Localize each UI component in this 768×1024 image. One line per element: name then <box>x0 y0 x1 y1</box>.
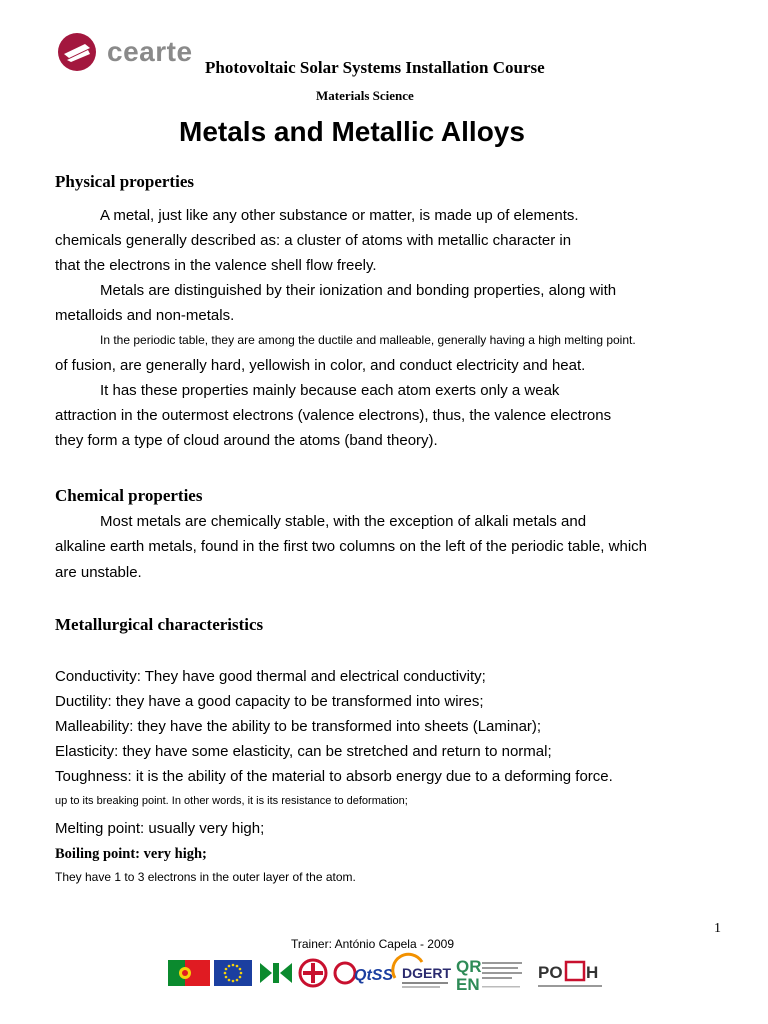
paragraph-line: chemicals generally described as: a cluster of atoms with metallic character in <box>55 232 572 249</box>
list-item: Malleability: they have the ability to be transformed into sheets (Laminar); <box>55 718 542 735</box>
green-emblem-logo-icon <box>258 959 294 992</box>
red-cross-emblem-icon <box>298 958 328 993</box>
course-title: Photovoltaic Solar Systems Installation Course <box>205 58 545 77</box>
paragraph-line: A metal, just like any other substance or matter, is made up of elements. <box>100 207 579 224</box>
subject-title: Materials Science <box>316 88 414 103</box>
paragraph-line: they form a type of cloud around the atoms (band theory). <box>55 432 438 449</box>
svg-text:EN: EN <box>456 975 480 994</box>
list-item: Toughness: it is the ability of the material to absorb energy due to a deforming force. <box>55 768 613 785</box>
section-heading-chemical: Chemical properties <box>55 486 203 505</box>
paragraph-line: metalloids and non-metals. <box>55 307 235 324</box>
page-number: 1 <box>714 921 721 936</box>
section-heading-physical: Physical properties <box>55 172 194 191</box>
qtss-logo <box>334 958 394 993</box>
list-item: up to its breaking point. In other words, it is its resistance to deformation; <box>55 795 408 807</box>
cearte-logo-mark-icon <box>57 32 97 72</box>
paragraph-line: Metals are distinguished by their ionization and bonding properties, along with <box>100 282 617 299</box>
paragraph-line: In the periodic table, they are among the ductile and malleable, generally having a high melting point. <box>100 333 636 347</box>
paragraph-line: attraction in the outermost electrons (valence electrons), thus, the valence electrons <box>55 407 612 424</box>
list-item: Melting point: usually very high; <box>55 820 265 837</box>
list-item: Boiling point: very high; <box>55 846 207 862</box>
list-item: Ductility: they have a good capacity to be transformed into wires; <box>55 693 484 710</box>
qtss-logo-text: QtSS <box>354 967 394 984</box>
portugal-flag-icon <box>168 960 210 991</box>
eu-flag-icon <box>214 960 252 991</box>
qren-logo <box>456 956 524 997</box>
dgert-logo-text: DGERT <box>402 965 451 981</box>
svg-text:PO: PO <box>538 963 563 982</box>
paragraph-line: Most metals are chemically stable, with the exception of alkali metals and <box>100 513 587 530</box>
footer-trainer: Trainer: António Capela - 2009 <box>291 937 454 951</box>
paragraph-line: that the electrons in the valence shell flow freely. <box>55 257 377 274</box>
page-title: Metals and Metallic Alloys <box>179 116 525 147</box>
dgert-logo <box>392 958 454 997</box>
svg-text:QR: QR <box>456 957 482 976</box>
section-heading-metallurgical: Metallurgical characteristics <box>55 615 264 634</box>
cearte-logo-text: cearte <box>107 36 193 67</box>
poph-logo <box>536 958 606 997</box>
list-item: They have 1 to 3 electrons in the outer layer of the atom. <box>55 870 356 884</box>
paragraph-line: of fusion, are generally hard, yellowish in color, and conduct electricity and heat. <box>55 357 586 374</box>
paragraph-line: alkaline earth metals, found in the first two columns on the left of the periodic table, which <box>55 538 647 555</box>
list-item: Conductivity: They have good thermal and electrical conductivity; <box>55 668 486 685</box>
paragraph-line: It has these properties mainly because each atom exerts only a weak <box>100 382 560 399</box>
paragraph-line: are unstable. <box>55 564 142 581</box>
svg-text:H: H <box>586 963 599 982</box>
cearte-logo <box>57 30 197 76</box>
list-item: Elasticity: they have some elasticity, can be stretched and return to normal; <box>55 743 552 760</box>
